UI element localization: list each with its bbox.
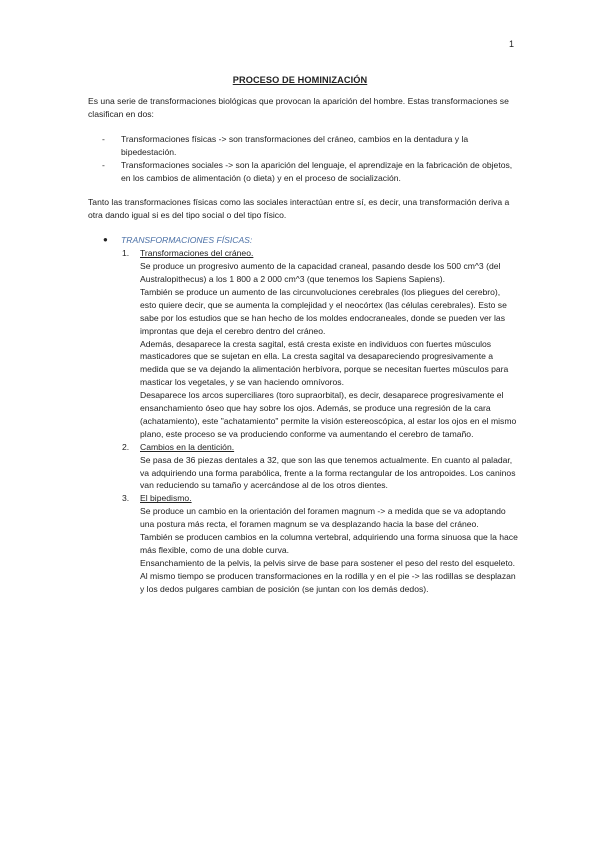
item-title: Transformaciones del cráneo. xyxy=(140,248,254,259)
item-paragraph: Se produce un progresivo aumento de la capacidad craneal, pasando desde los 500 cm^3 (del Australopithecus) a los 1 800 a 2 000 cm^3 (que tenemos los Sapiens Sapiens). xyxy=(140,261,501,284)
dash-marker: - xyxy=(102,159,105,170)
document-title: PROCESO DE HOMINIZACIÓN xyxy=(232,75,368,85)
section-heading: TRANSFORMACIONES FÍSICAS: xyxy=(121,235,253,246)
page-number: 1 xyxy=(508,39,514,49)
item-paragraph: Al mismo tiempo se producen transformaciones en la rodilla y en el pie -> las rodillas se desplazan y los dedos pulgares cambian de posición (se juntan con los demás dedos). xyxy=(140,570,516,594)
list-item xyxy=(88,133,518,159)
document-body xyxy=(88,95,518,596)
physical-transformations-section xyxy=(88,234,518,595)
interaction-paragraph: Tanto las transformaciones físicas como las sociales interactúan entre sí, es decir, una transformación deriva a otra dando igual si es del tipo social o del tipo físico. xyxy=(88,197,510,221)
item-title: Cambios en la dentición. xyxy=(140,441,235,452)
dash-marker: - xyxy=(102,133,105,144)
numbered-item-skull xyxy=(121,247,518,441)
item-title: El bipedismo. xyxy=(140,493,192,504)
list-item-text: Transformaciones físicas -> son transformaciones del cráneo, cambios en la dentadura y la bipedestación. xyxy=(121,133,469,157)
item-paragraph: Se pasa de 36 piezas dentales a 32, que son las que tenemos actualmente. En cuanto al paladar, va adquiriendo una forma parabólica, frente a la forma rectangular de los antropoides. Los caninos van reduciendo su tamaño y acercándose al de los otros dientes. xyxy=(140,454,516,491)
item-paragraph: Ensanchamiento de la pelvis, la pelvis sirve de base para sostener el peso del resto del esqueleto. xyxy=(140,557,516,568)
numbered-item-teeth xyxy=(121,441,518,493)
list-item-text: Transformaciones sociales -> son la aparición del lenguaje, el aprendizaje en la fabricación de objetos, en los cambios de alimentación (o dieta) y en el proceso de socialización. xyxy=(121,159,513,183)
item-paragraph: Desaparece los arcos superciliares (toro supraorbital), es decir, desaparece progresivamente el ensanchamiento óseo que hay sobre los ojos. Además, se produce una regresión de la cara (achatamiento), este "achatamiento" permite la visión estereoscópica, al estar los ojos en el mismo plano, este proceso se va produciendo conforme va aumentando el cerebro de tamaño. xyxy=(140,390,517,439)
item-number: 2. xyxy=(122,441,130,452)
item-paragraph: También se produce un aumento de las circunvoluciones cerebrales (los pliegues del cerebro), esto quiere decir, que se aumenta la complejidad y el neocórtex (las células cerebrales). Esto se sabe por los estudios que se han hecho de los moldes endocraneales, donde se pueden ver las improntas que deja el cerebro dentro del cráneo. xyxy=(140,286,507,336)
item-paragraph: Se produce un cambio en la orientación del foramen magnum -> a medida que se va adoptando una postura más recta, el foramen magnum se va desplazando hacia la base del cráneo. xyxy=(140,506,506,530)
intro-paragraph: Es una serie de transformaciones biológicas que provocan la aparición del hombre. Estas transformaciones se clasifican en dos: xyxy=(88,96,509,119)
list-item xyxy=(88,159,518,185)
bullet-marker: ● xyxy=(103,235,108,245)
item-number: 3. xyxy=(122,493,130,504)
numbered-item-bipedalism xyxy=(121,492,518,595)
transformation-types-list xyxy=(88,133,518,185)
item-paragraph: También se producen cambios en la columna vertebral, adquiriendo una forma sinuosa que la hace más flexible, como de una doble curva. xyxy=(140,532,518,555)
item-number: 1. xyxy=(122,248,130,259)
item-paragraph: Además, desaparece la cresta sagital, está cresta existe en individuos con fuertes músculos masticadores que se sujetan en ella. La cresta sagital va desapareciendo progresivamente a medida que se va dejando la alimentación herbívora, porque se necesitan fuertes músculos para masticar los vegetales, y se van haciendo omnívoros. xyxy=(140,338,509,388)
